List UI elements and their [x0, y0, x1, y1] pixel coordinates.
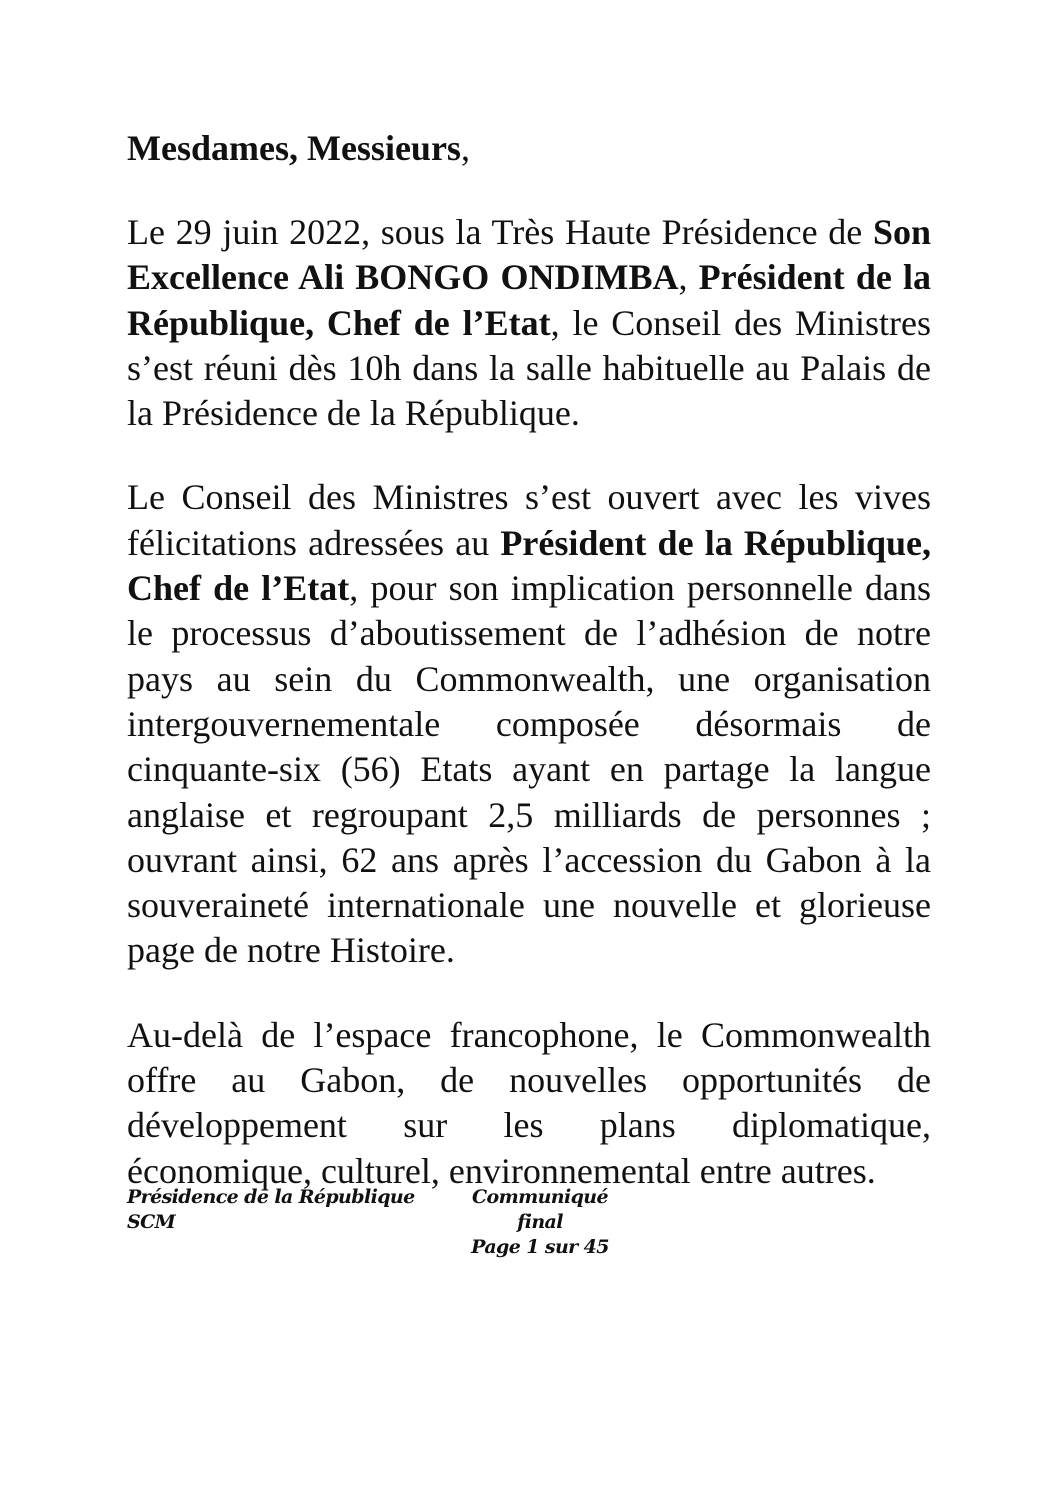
- paragraph-commonwealth-text-2: , pour son implication personnelle dans le processus d’aboutissement de l’adhésion de notre pays au sein du Commonwealth, une organisation intergouvernementale composée désormais de cinquante-six (56) Etats ayant en partage la langue anglaise et regroupant 2,5 milliards de personnes ; ouvrant ainsi, 62 ans après l’accession du Gabon à la souveraineté internationale une nouvelle et glorieuse page de notre Histoire.: [127, 568, 931, 971]
- document-body: [127, 126, 931, 1194]
- paragraph-session-text-3: , le Conseil des Ministres s’est réuni dès 10h dans la salle habituelle au Palais de la Présidence de la République.: [127, 302, 932, 434]
- paragraph-session: [127, 210, 931, 436]
- paragraph-commonwealth: [127, 475, 931, 973]
- paragraph-opportunities-text: Au-delà de l’espace francophone, le Commonwealth offre au Gabon, de nouvelles opportunités de développement sur les plans diplomatique, économique, culturel, environnemental entre autres.: [127, 1014, 931, 1191]
- greeting-punct: ,: [460, 128, 470, 168]
- paragraph-session-text-1: Le 29 juin 2022, sous la Très Haute Présidence de: [127, 212, 873, 252]
- footer-document-info: [455, 1185, 625, 1260]
- footer-issuer-name: Présidence de la République: [127, 1186, 415, 1208]
- greeting-bold: Mesdames, Messieurs: [127, 128, 461, 168]
- paragraph-session-text-2: ,: [678, 257, 699, 298]
- greeting: [127, 126, 931, 171]
- paragraph-commonwealth-text-1: Le Conseil des Ministres s’est ouvert avec les vives félicitations adressées au: [127, 477, 931, 563]
- footer-page-number: Page 1 sur 45: [471, 1236, 609, 1258]
- page-footer: [127, 1185, 931, 1258]
- paragraph-commonwealth-president-title: Président de la République, Chef de l’Etat: [127, 522, 931, 609]
- paragraph-session-president-title: Président de la République, Chef de l’Etat: [127, 257, 931, 343]
- paragraph-session-president-name: Son Excellence Ali BONGO ONDIMBA: [127, 212, 931, 298]
- footer-issuer: [127, 1185, 415, 1235]
- footer-issuer-department: SCM: [127, 1211, 176, 1233]
- footer-document-title: Communiqué final: [471, 1186, 609, 1233]
- paragraph-opportunities: [127, 1013, 931, 1194]
